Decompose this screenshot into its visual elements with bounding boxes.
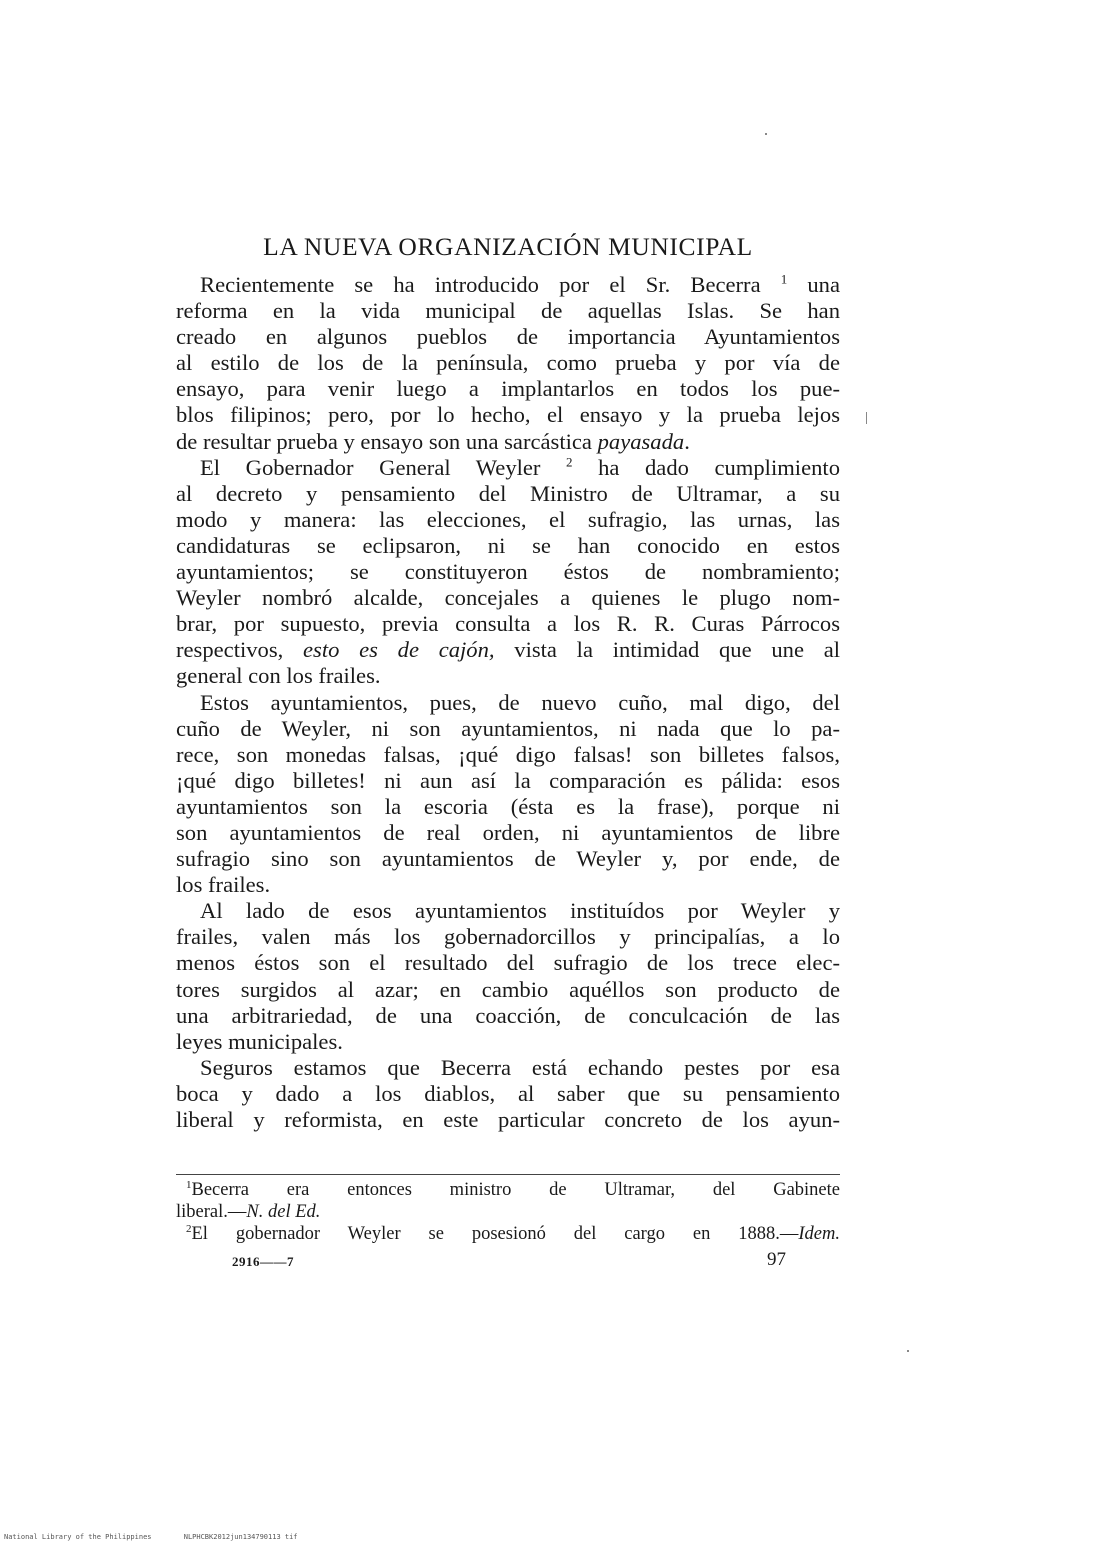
text-line: reforma en la vida municipal de aquellas Islas. Se han (176, 298, 840, 324)
scan-file-id: NLPHCBK2012jun134790113 tif (183, 1533, 298, 1541)
text-line: creado en algunos pueblos de importancia Ayuntamientos (176, 324, 840, 350)
text-line: general con los frailes. (176, 663, 381, 689)
text-line: ensayo, para venir luego a implantarlos en todos los pue- (176, 376, 840, 402)
text-line: son ayuntamientos de real orden, ni ayuntamientos de libre (176, 819, 840, 845)
footnote-1: $^1$Becerra era entonces ministro de Ultramar, del Gabinete (186, 1178, 840, 1200)
text-line: leyes municipales. (176, 1028, 343, 1054)
page-title: LA NUEVA ORGANIZACIÓN MUNICIPAL (263, 232, 753, 261)
text-line: Weyler nombró alcalde, concejales a quienes le plugo nom- (176, 585, 840, 611)
text-line: menos éstos son el resultado del sufragio de los trece elec- (176, 950, 840, 976)
text-line: Al lado de esos ayuntamientos instituídos por Weyler y (200, 898, 840, 924)
footnote-divider (176, 1174, 840, 1175)
paragraph-4 (176, 898, 840, 1055)
paragraph-3 (176, 690, 840, 899)
page-number: 97 (767, 1249, 786, 1270)
scan-speck (765, 133, 767, 135)
paragraph-1 (176, 272, 840, 455)
footnotes (176, 1179, 840, 1245)
text-line: El Gobernador General Weyler $^2$ ha dado cumplimiento (200, 454, 840, 480)
text-line: brar, por supuesto, previa consulta a los R. R. Curas Párrocos (176, 611, 840, 637)
footnote-ref-2: 2 (566, 454, 573, 470)
printer-signature: 2916——7 (232, 1254, 294, 1269)
text-line: rece, son monedas falsas, ¡qué digo falsas! son billetes falsos, (176, 741, 840, 767)
scan-speck (866, 412, 867, 424)
text-line: una arbitrariedad, de una coacción, de conculcación de las (176, 1002, 840, 1028)
text-line: ayuntamientos son la escoria (ésta es la frase), porque ni (176, 793, 840, 819)
text-line: respectivos, esto es de cajón, vista la intimidad que une al (176, 637, 840, 663)
text-line: liberal y reformista, en este particular concreto de los ayun- (176, 1107, 840, 1132)
body-text (176, 272, 840, 1133)
text-line: cuño de Weyler, ni son ayuntamientos, ni nada que lo pa- (176, 715, 840, 741)
text-line: Seguros estamos que Becerra está echando pestes por esa (200, 1054, 840, 1080)
text-line: de resultar prueba y ensayo son una sarcástica payasada. (176, 428, 690, 454)
text-line: ¡qué digo billetes! ni aun así la comparación es pálida: esos (176, 767, 840, 793)
text-line: blos filipinos; pero, por lo hecho, el ensayo y la prueba lejos (176, 402, 840, 428)
scan-speck (907, 1350, 909, 1352)
text-line: ayuntamientos; se constituyeron éstos de nombramiento; (176, 559, 840, 585)
text-line: boca y dado a los diablos, al saber que su pensamiento (176, 1080, 840, 1106)
library-credit: National Library of the Philippines (4, 1533, 152, 1541)
text-line: modo y manera: las elecciones, el sufragio, las urnas, las (176, 506, 840, 532)
footnote-ref-1: 1 (780, 271, 788, 287)
text-line: al decreto y pensamiento del Ministro de Ultramar, a su (176, 480, 840, 506)
text-line: sufragio sino son ayuntamientos de Weyler y, por ende, de (176, 846, 840, 872)
footnote-2: $^2$El gobernador Weyler se posesionó del cargo en 1888.—Idem. (186, 1222, 840, 1244)
text-line: Estos ayuntamientos, pues, de nuevo cuño, mal digo, del (200, 689, 840, 715)
text-line: al estilo de los de la península, como prueba y por vía de (176, 350, 840, 376)
text-line: candidaturas se eclipsaron, ni se han conocido en estos (176, 532, 840, 558)
text-line: los frailes. (176, 872, 271, 898)
text-line: Recientemente se ha introducido por el Sr. Becerra $^1$ una (200, 271, 840, 297)
paragraph-5 (176, 1055, 840, 1133)
footnote-1-cont: liberal.—N. del Ed. (176, 1202, 321, 1222)
scan-footer (4, 1533, 326, 1541)
text-line: tores surgidos al azar; en cambio aquéllos son producto de (176, 976, 840, 1002)
paragraph-2 (176, 455, 840, 690)
text-line: frailes, valen más los gobernadorcillos y principalías, a lo (176, 924, 840, 950)
